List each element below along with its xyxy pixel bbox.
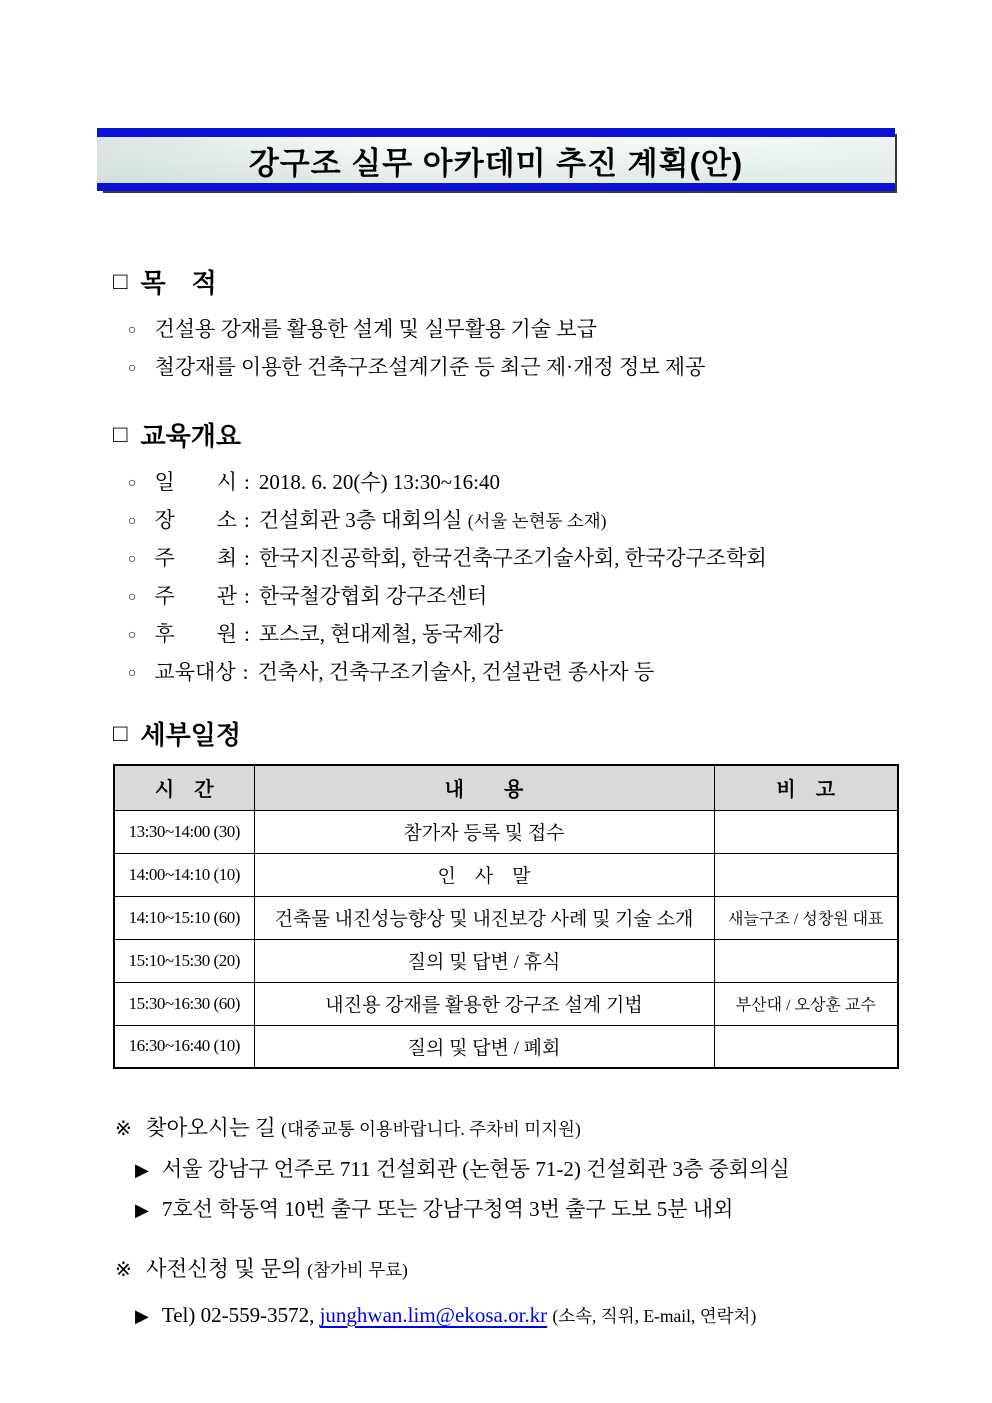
circle-bullet-icon: ○ <box>128 323 137 338</box>
overview-item-colon: : <box>244 584 250 608</box>
table-row <box>114 982 898 1025</box>
overview-item <box>113 654 897 692</box>
overview-item-colon: : <box>244 546 250 570</box>
section-heading-schedule <box>113 719 897 751</box>
schedule-time-cell: 16:30~16:40 (10) <box>114 1025 254 1068</box>
overview-item <box>113 464 897 502</box>
overview-item <box>113 578 897 616</box>
overview-item-colon: : <box>244 508 250 532</box>
square-bullet-icon: □ <box>113 268 128 295</box>
table-row <box>114 939 898 982</box>
overview-item <box>113 502 897 540</box>
overview-item-value: 한국철강협회 강구조센터 <box>258 584 488 608</box>
overview-item-label: 교육대상 <box>154 660 236 684</box>
overview-item-label: 주 최 <box>154 546 238 570</box>
overview-item-label: 주 관 <box>154 584 238 608</box>
directions-note: (대중교통 이용바랍니다. 주차비 미지원) <box>281 1119 581 1139</box>
schedule-time-cell: 15:10~15:30 (20) <box>114 939 254 982</box>
circle-bullet-icon: ○ <box>128 361 137 376</box>
table-row <box>114 896 898 939</box>
overview-item-value: 포스코, 현대제철, 동국제강 <box>258 622 504 646</box>
table-row <box>114 810 898 853</box>
overview-item-value: 건설회관 3층 대회의실 <box>258 508 463 532</box>
circle-bullet-icon: ○ <box>128 514 137 529</box>
table-header-row <box>114 765 898 810</box>
schedule-content-cell: 건축물 내진성능향상 및 내진보강 사례 및 기술 소개 <box>254 896 714 939</box>
purpose-heading-label: 목 적 <box>140 268 217 298</box>
application-heading-row <box>113 1250 897 1289</box>
overview-item-label: 장 소 <box>154 508 238 532</box>
overview-item-colon: : <box>244 622 250 646</box>
purpose-item-text: 철강재를 이용한 건축구조설계기준 등 최근 제·개정 정보 제공 <box>154 355 706 379</box>
schedule-table <box>113 764 899 1069</box>
tel-label: Tel) 02-559-3572, <box>161 1303 315 1327</box>
table-header-remark: 비 고 <box>714 765 898 810</box>
schedule-time-cell: 14:00~14:10 (10) <box>114 853 254 896</box>
overview-item-value: 2018. 6. 20(수) 13:30~16:40 <box>258 470 500 494</box>
application-heading: 사전신청 및 문의 <box>145 1257 302 1281</box>
email-link[interactable]: junghwan.lim@ekosa.or.kr <box>319 1303 548 1327</box>
directions-item <box>113 1150 897 1190</box>
directions-heading-row <box>113 1109 897 1148</box>
schedule-remark-cell: 새늘구조 / 성창원 대표 <box>714 896 898 939</box>
contact-line <box>113 1295 897 1336</box>
schedule-remark-cell <box>714 1025 898 1068</box>
directions-item <box>113 1190 897 1230</box>
table-row <box>114 1025 898 1068</box>
directions-section <box>113 1109 897 1230</box>
application-note: (참가비 무료) <box>307 1260 408 1280</box>
section-heading-overview <box>113 420 897 452</box>
overview-item-value: 한국지진공학회, 한국건축구조기술사회, 한국강구조학회 <box>258 546 767 570</box>
circle-bullet-icon: ○ <box>128 590 137 605</box>
schedule-content-cell: 내진용 강재를 활용한 강구조 설계 기법 <box>254 982 714 1025</box>
page-title: 강구조 실무 아카데미 추진 계획(안) <box>248 145 744 181</box>
schedule-time-cell: 14:10~15:10 (60) <box>114 896 254 939</box>
schedule-time-cell: 13:30~14:00 (30) <box>114 810 254 853</box>
reference-mark-icon: ※ <box>115 1259 132 1281</box>
document-body <box>113 267 897 1336</box>
purpose-item <box>113 349 897 387</box>
reference-mark-icon: ※ <box>115 1118 132 1140</box>
overview-item <box>113 616 897 654</box>
overview-item-colon: : <box>244 470 250 494</box>
schedule-content-cell: 참가자 등록 및 접수 <box>254 810 714 853</box>
schedule-remark-cell <box>714 853 898 896</box>
schedule-content-cell: 인 사 말 <box>254 853 714 896</box>
schedule-content-cell: 질의 및 답변 / 폐회 <box>254 1025 714 1068</box>
circle-bullet-icon: ○ <box>128 666 137 681</box>
overview-item-colon: : <box>242 660 249 684</box>
overview-heading-label: 교육개요 <box>140 421 241 451</box>
application-section <box>113 1250 897 1336</box>
overview-item-value: 건축사, 건축구조기술사, 건설관련 종사자 등 <box>257 660 655 684</box>
overview-list <box>113 464 897 692</box>
purpose-item <box>113 311 897 349</box>
title-banner <box>97 128 895 191</box>
overview-item-label: 일 시 <box>154 470 238 494</box>
schedule-remark-cell: 부산대 / 오상훈 교수 <box>714 982 898 1025</box>
circle-bullet-icon: ○ <box>128 552 137 567</box>
arrow-bullet-icon: ▶ <box>135 1160 149 1180</box>
table-row <box>114 853 898 896</box>
schedule-remark-cell <box>714 810 898 853</box>
arrow-bullet-icon: ▶ <box>135 1200 149 1220</box>
circle-bullet-icon: ○ <box>128 628 137 643</box>
square-bullet-icon: □ <box>113 421 128 448</box>
schedule-time-cell: 15:30~16:30 (60) <box>114 982 254 1025</box>
circle-bullet-icon: ○ <box>128 476 137 491</box>
overview-item-label: 후 원 <box>154 622 238 646</box>
schedule-content-cell: 질의 및 답변 / 휴식 <box>254 939 714 982</box>
overview-item <box>113 540 897 578</box>
directions-list <box>113 1150 897 1230</box>
directions-heading: 찾아오시는 길 <box>145 1116 276 1140</box>
table-header-time: 시 간 <box>114 765 254 810</box>
schedule-remark-cell <box>714 939 898 982</box>
purpose-list <box>113 311 897 387</box>
directions-item-text: 7호선 학동역 10번 출구 또는 강남구청역 3번 출구 도보 5분 내외 <box>161 1197 734 1221</box>
schedule-heading-label: 세부일정 <box>140 720 241 750</box>
purpose-item-text: 건설용 강재를 활용한 설계 및 실무활용 기술 보급 <box>154 317 597 341</box>
arrow-bullet-icon: ▶ <box>135 1306 149 1326</box>
section-heading-purpose <box>113 267 897 299</box>
overview-item-note: (서울 논현동 소재) <box>467 511 607 531</box>
directions-item-text: 서울 강남구 언주로 711 건설회관 (논현동 71-2) 건설회관 3층 중회의실 <box>161 1157 790 1181</box>
table-header-content: 내 용 <box>254 765 714 810</box>
square-bullet-icon: □ <box>113 720 128 747</box>
contact-fields-note: (소속, 직위, E-mail, 연락처) <box>552 1306 757 1326</box>
